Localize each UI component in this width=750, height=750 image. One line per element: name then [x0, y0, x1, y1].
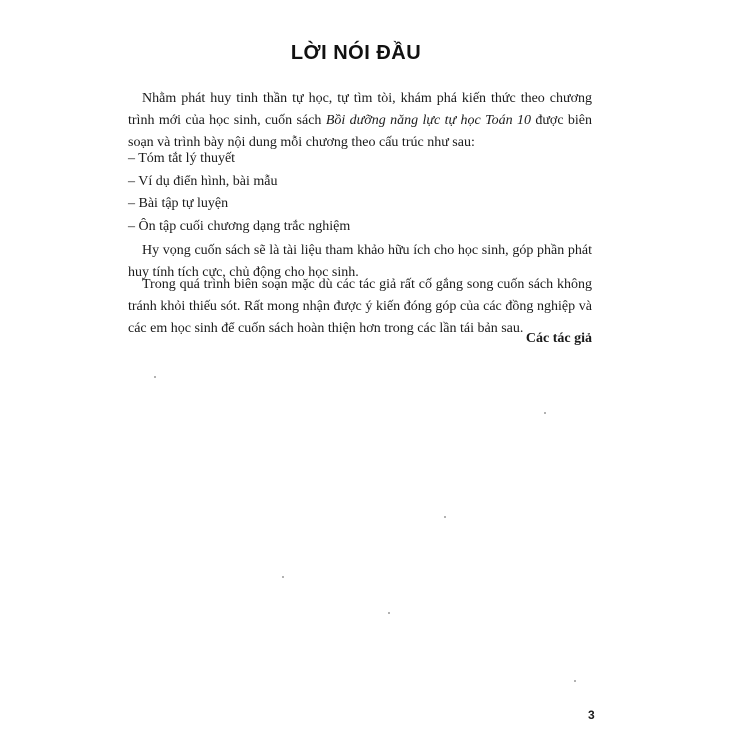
page-number: 3 — [588, 708, 595, 722]
signature: Các tác giả — [525, 331, 592, 346]
scan-speck — [388, 612, 390, 614]
scan-speck — [574, 680, 576, 682]
list-item: – Ôn tập cuối chương dạng trắc nghiệm — [128, 218, 351, 234]
list-item: – Tóm tắt lý thuyết — [128, 151, 236, 166]
scan-speck — [544, 412, 546, 414]
list-item: – Ví dụ điển hình, bài mẫu — [128, 173, 278, 189]
intro-paragraph — [128, 88, 592, 154]
intro-text-end: được biên soạn và trình bày nội dung mỗi chương theo cấu trúc như sau: — [128, 113, 593, 150]
list-item: – Bài tập tự luyện — [128, 196, 229, 211]
scan-speck — [154, 376, 156, 378]
scan-speck — [282, 576, 284, 578]
feedback-paragraph: Trong quá trình biên soạn mặc dù các tác giả rất cố gắng song cuốn sách không tránh khỏi thiếu sót. Rất mong nhận được ý kiến đóng góp của các đồng nghiệp và các em học sinh để cuốn sách hoàn thiện hơn trong các lần tái bản sau. — [128, 277, 592, 336]
book-title: Bồi dưỡng năng lực tự học Toán 10 — [325, 113, 531, 128]
intro-text-start: Nhằm phát huy tinh thần tự học, tự tìm tòi, khám phá kiến thức theo chương trình mới của học sinh, cuốn sách — [128, 91, 592, 128]
hope-paragraph: Hy vọng cuốn sách sẽ là tài liệu tham khảo hữu ích cho học sinh, góp phần phát huy tính tích cực, chủ động cho học sinh. — [128, 243, 592, 280]
scan-speck — [444, 516, 446, 518]
structure-list — [128, 148, 350, 238]
page-title: LỜI NÓI ĐẦU — [290, 42, 422, 64]
